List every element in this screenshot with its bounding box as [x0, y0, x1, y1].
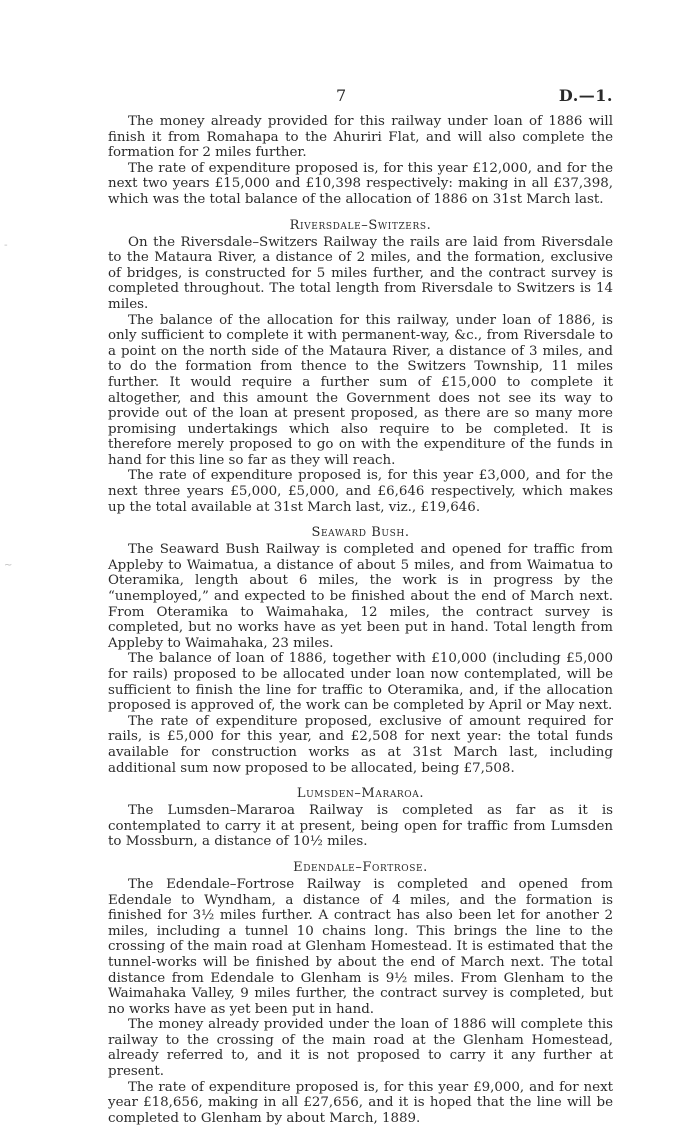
page-header	[108, 86, 613, 106]
paragraph: The Lumsden–Mararoa Railway is completed as far as it is contemplated to carry it at present, being open for traffic from Lumsden to Mossburn, a distance of 10½ miles.	[108, 803, 613, 850]
document-body	[108, 114, 613, 1126]
paragraph: The money already provided for this railway under loan of 1886 will finish it from Romahapa to the Ahuriri Flat, and will also complete the formation for 2 miles further.	[108, 114, 613, 161]
paragraph: The rate of expenditure proposed is, for this year £12,000, and for the next two years £15,000 and £10,398 respectively: making in all £37,398, which was the total balance of the allocation of 1886 on 31st March last.	[108, 160, 613, 207]
paragraph: The rate of expenditure proposed is, for this year £9,000, and for next year £18,656, making in all £27,656, and it is hoped that the line will be completed to Glenham by about March, 1889.	[108, 1079, 613, 1126]
paragraph: The rate of expenditure proposed is, for this year £3,000, and for the next three years £5,000, £5,000, and £6,646 respectively, which makes up the total available at 31st March last, viz., £19,646.	[108, 468, 613, 515]
paragraph: The Edendale–Fortrose Railway is completed and opened from Edendale to Wyndham, a distance of 4 miles, and the formation is finished for 3½ miles further. A contract has also been let for another 2 miles, including a tunnel 10 chains long. This brings the line to the crossing of the main road at Glenham Homestead. It is estimated that the tunnel-works will be finished by about the end of March next. The total distance from Edendale to Glenham is 9½ miles. From Glenham to the Waimahaka Valley, 9 miles further, the contract survey is completed, but no works have as yet been put in hand.	[108, 876, 613, 1017]
section-heading-edendale-fortrose: Edendale–Fortrose.	[293, 859, 428, 875]
page-number: 7	[336, 86, 347, 105]
paragraph: On the Riversdale–Switzers Railway the rails are laid from Riversdale to the Mataura River, a distance of 2 miles, and the formation, exclusive of bridges, is constructed for 5 miles further, and the contract survey is completed throughout. The total length from Riversdale to Switzers is 14 miles.	[108, 234, 613, 312]
document-code: D.—1.	[558, 86, 613, 105]
paragraph: The Seaward Bush Railway is completed and opened for traffic from Appleby to Waimatua, a distance of about 5 miles, and from Waimatua to Oteramika, length about 6 miles, the work is in progress by the “unemployed,” and expected to be finished about the end of March next. From Oteramika to Waimahaka, 12 miles, the contract survey is completed, but no works have as yet been put in hand. Total length from Appleby to Waimahaka, 23 miles.	[108, 542, 613, 651]
section-heading-seaward-bush: Seaward Bush.	[311, 525, 410, 541]
section-heading-riversdale-switzers: Riversdale–Switzers.	[289, 217, 432, 233]
paragraph: The balance of loan of 1886, together with £10,000 (including £5,000 for rails) proposed to be allocated under loan now contemplated, will be sufficient to finish the line for traffic to Oteramika, and, if the allocation proposed is approved of, the work can be completed by April or May next.	[108, 651, 613, 714]
paragraph: The rate of expenditure proposed, exclusive of amount required for rails, is £5,000 for this year, and £2,508 for next year: the total funds available for construction works as at 31st March last, including additional sum now proposed to be allocated, being £7,508.	[108, 713, 613, 776]
section-heading-lumsden-mararoa: Lumsden–Mararoa.	[296, 786, 425, 802]
margin-mark: -	[4, 240, 8, 251]
margin-mark: ~	[4, 560, 13, 571]
paragraph: The balance of the allocation for this railway, under loan of 1886, is only sufficient to complete it with permanent-way, &c., from Riversdale to a point on the north side of the Mataura River, a distance of 3 miles, and to do the formation from thence to the Switzers Township, 11 miles further. It would require a further sum of £15,000 to complete it altogether, and this amount the Government does not see its way to provide out of the loan at present proposed, as there are so many more promising undertakings which also require to be completed. It is therefore merely proposed to go on with the expenditure of the funds in hand for this line so far as they will reach.	[108, 312, 613, 468]
paragraph: The money already provided under the loan of 1886 will complete this railway to the crossing of the main road at the Glenham Homestead, already referred to, and it is not proposed to carry it any further at present.	[108, 1017, 613, 1080]
